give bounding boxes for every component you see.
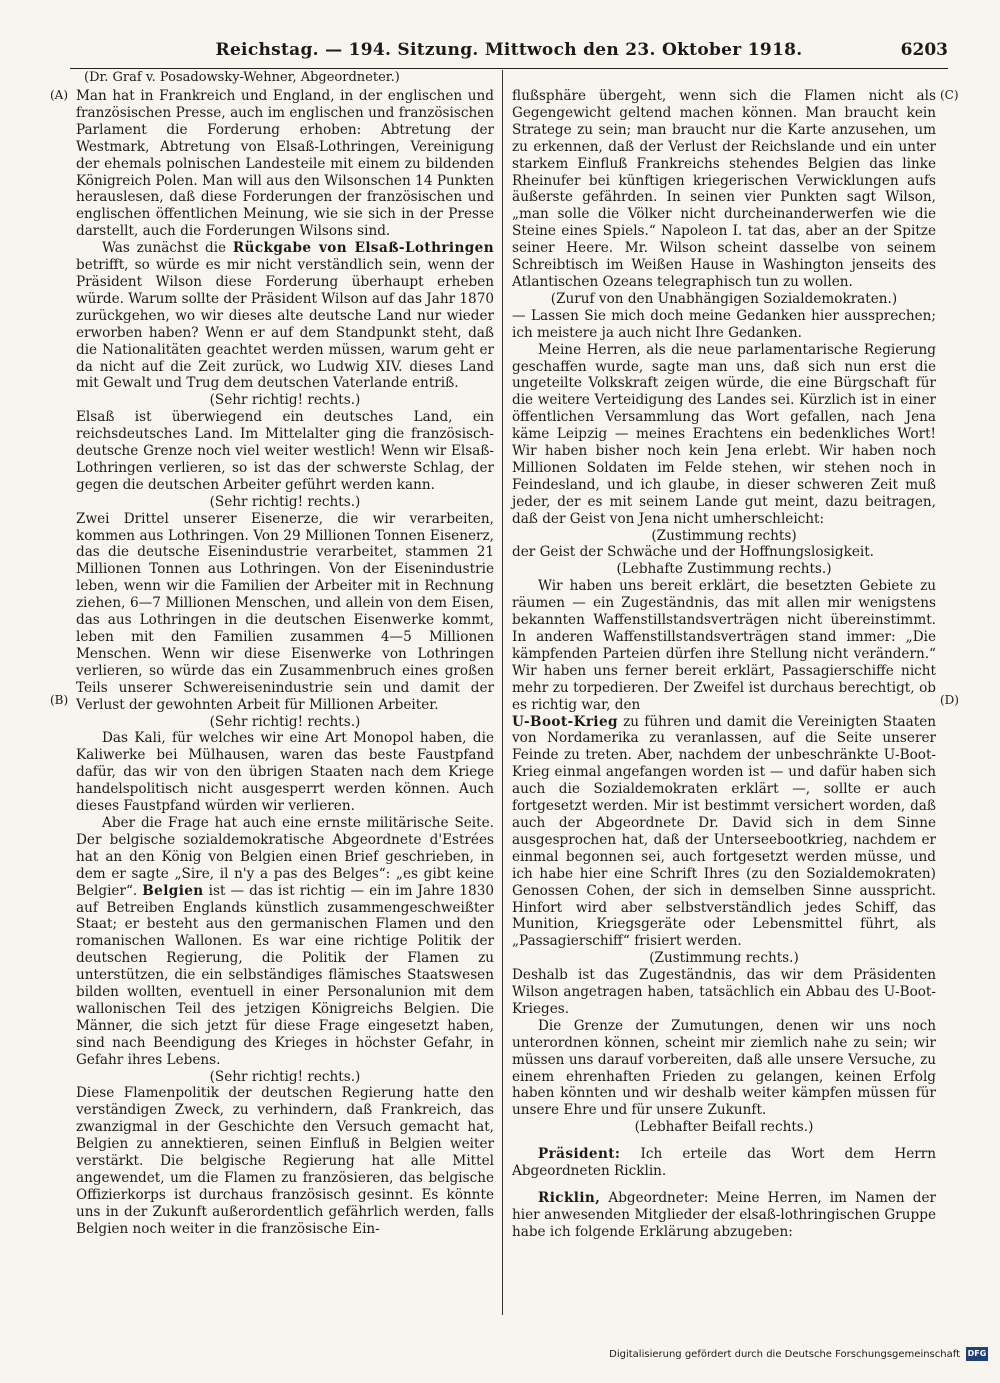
paragraph <box>512 714 936 951</box>
right-column <box>512 88 936 1241</box>
page-number: 6203 <box>900 40 948 60</box>
interjection: (Sehr richtig! rechts.) <box>209 493 361 510</box>
interjection: (Zuruf von den Unabhängigen Sozialdemokraten.) <box>550 290 898 307</box>
speaker-note: (Dr. Graf v. Posadowsky-Wehner, Abgeordneter.) <box>84 70 400 85</box>
paragraph <box>76 815 494 1069</box>
paragraph-text: zu führen und damit die Vereinigten Staaten von Nordamerika zu veranlassen, auf die Seite unserer Feinde zu treten. Aber, nachdem der unbeschränkte U-Boot-Krieg einmal angefangen worden ist — und dafür haben sich auch die Sozialdemokraten erklärt —, sollte er auch fortgesetzt werden. Mir ist bestimmt versichert worden, daß auch der Abgeordnete Dr. David sich in dem Sinne ausgesprochen hat, daß der Unterseebootkrieg, nachdem er einmal begonnen sei, auch fortgesetzt werden müsse, und ich habe hier eine Schrift Ihres (zu den Sozialdemokraten) Genossen Cohen, der sich in demselben Sinne ausspricht. Hinfort wird aber selbstverständlich jedes Schiff, das Munition, Kriegsgeräte oder Lebensmittel führt, als „Passagierschiff“ frisiert werden. <box>512 713 936 950</box>
page-header <box>70 38 948 69</box>
bold-term: Präsident: <box>538 1146 621 1163</box>
bold-term: Belgien <box>142 882 204 899</box>
bold-term: Ricklin, <box>538 1190 601 1206</box>
margin-mark-a: (A) <box>50 88 69 102</box>
paragraph: Elsaß ist überwiegend ein deutsches Land, ein reichsdeutsches Land. Im Mittelalter ging die französisch-deutsche Grenze noch viel weiter westlich! Wenn wir Elsaß-Lothringen verlieren, so ist das der schwerste Schlag, der gegen die deutschen Arbeiter geführt werden kann. <box>76 409 494 493</box>
paragraph: flußsphäre übergeht, wenn sich die Flamen nicht als Gegengewicht geltend machen können. Man braucht kein Stratege zu sein; man braucht nur die Karte anzusehen, um zu erkennen, daß der Verlust der Reichslande und ein unter starkem Einfluß Frankreichs stehendes Belgien das linke Rheinufer bei künftigen kriegerischen Verwicklungen aufs äußerste gefährden. In seinen vier Punkten sagt Wilson, „man solle die Völker nicht durcheinanderwerfen wie die Steine eines Spiels.“ Napoleon I. tat das, aber an der Spitze seiner Heere. Mr. Wilson scheint dasselbe von seinem Schreibtisch im Weißen Hause in Washington jenseits des Atlantischen Ozeans telegraphisch tun zu wollen. <box>512 88 936 290</box>
interjection: (Lebhafte Zustimmung rechts.) <box>616 561 832 578</box>
paragraph: Wir haben uns bereit erklärt, die besetzten Gebiete zu räumen — ein Zugeständnis, das mit allen mir wenigstens bekannten Waffenstillstandsverträgen nicht übereinstimmt. In anderen Waffenstillstandsverträgen stand immer: „Die kämpfenden Parteien dürfen ihre Stellung nicht verändern.“ Wir haben uns ferner bereit erklärt, Passagierschiffe nicht mehr zu torpedieren. Der Zweifel ist durchaus berechtigt, ob es richtig war, den <box>512 578 936 713</box>
dfg-logo: DFG <box>966 1347 988 1361</box>
page-footer <box>609 1347 988 1361</box>
paragraph: Man hat in Frankreich und England, in der englischen und französischen Presse, auch im englischen und französischen Parlament die Forderung erhoben: Abtretung der Westmark, Abtretung von Elsaß-Lothringen, Vereinigung der ehemals polnischen Landesteile mit einem zu bildenden Königreich Polen. Man will aus den Wilsonschen 14 Punkten herauslesen, daß diese Forderungen der französischen und englischen öffentlichen Meinung, wie sie sich in der Presse darstellt, auch die Forderungen Wilsons sind. <box>76 88 494 240</box>
paragraph: Das Kali, für welches wir eine Art Monopol haben, die Kaliwerke bei Mülhausen, waren das beste Faustpfand dafür, das wir von den übrigen Staaten nach dem Kriege handelspolitisch nicht ausgesperrt werden können. Auch dieses Faustpfand würden wir verlieren. <box>76 730 494 815</box>
paragraph-text: betrifft, so würde es mir nicht verständlich sein, wenn der Präsident Wilson diese Forderung überhaupt erheben würde. Warum sollte der Präsident Wilson auf das Jahr 1870 zurückgehen, wo wir dieses alte deutsche Land nur wieder erworben haben? Wenn er auf dem Standpunkt steht, daß die Nationalitäten geachtet werden müssen, warum geht er da nicht auf die Zeit zurück, wo Ludwig XIV. dieses Land mit Gewalt und Trug dem deutschen Vaterlande entriß. <box>76 257 494 392</box>
margin-mark-d: (D) <box>940 693 959 707</box>
paragraph <box>76 240 494 392</box>
interjection: (Zustimmung rechts) <box>651 527 797 544</box>
paragraph-text: Aber die Frage hat auch eine ernste militärische Seite. Der belgische sozialdemokratische Abgeordnete d'Estrées hat an den König von Belgien einen Brief geschrieben, in dem er sagte „Sire, il n'y a pas des Belges“: „es gibt keine Belgier“. <box>76 814 494 899</box>
paragraph: Die Grenze der Zumutungen, denen wir uns noch unterordnen können, scheint mir ziemlich nahe zu sein; wir müssen uns darauf vorbereiten, daß alle unsere Versuche, zu einem ehrenhaften Frieden zu gelangen, keinen Erfolg haben könnten und wir deshalb weiter kämpfen müssen für unsere Ehre und für unsere Zukunft. <box>512 1017 936 1119</box>
paragraph <box>512 1146 936 1180</box>
column-divider <box>502 70 503 1315</box>
header-title: Reichstag. — 194. Sitzung. Mittwoch den 23. Oktober 1918. <box>215 40 803 60</box>
footer-text: Digitalisierung gefördert durch die Deutsche Forschungsgemeinschaft <box>609 1348 960 1360</box>
paragraph: Diese Flamenpolitik der deutschen Regierung hatte den verständigen Zweck, zu verhindern, daß Frankreich, das zwanzigmal in der Geschichte den Versuch gemacht hat, Belgien zu annektieren, seinen Einfluß in Belgien weiter verstärkt. Die belgische Regierung hat alle Mittel angewendet, um die Flamen zu französieren, das belgische Offizierkorps ist durchaus französisch gesinnt. Es könnte uns in der Zukunft außerordentlich gefährlich werden, falls Belgien noch weiter in die französische Ein- <box>76 1085 494 1237</box>
paragraph-text: Abgeordneter: Meine Herren, im Namen der hier anwesenden Mitglieder der elsaß-lothringischen Gruppe habe ich folgende Erklärung abzugeben: <box>512 1190 936 1240</box>
interjection: (Lebhafter Beifall rechts.) <box>634 1119 814 1136</box>
paragraph-text: Was zunächst die <box>102 240 233 257</box>
margin-mark-b: (B) <box>50 693 69 707</box>
paragraph: Deshalb ist das Zugeständnis, das wir dem Präsidenten Wilson angetragen haben, tatsächlich ein Abbau des U-Boot-Krieges. <box>512 967 936 1017</box>
interjection: (Sehr richtig! rechts.) <box>209 392 361 409</box>
paragraph <box>512 1190 936 1241</box>
paragraph: Zwei Drittel unserer Eisenerze, die wir verarbeiten, kommen aus Lothringen. Von 29 Millionen Tonnen Eisenerz, das die deutsche Eisenindustrie verarbeitet, stammen 21 Millionen Tonnen aus Lothringen. Von der Eisenindustrie leben, wenn wir die Familien der Arbeiter mit in Rechnung ziehen, 6—7 Millionen Menschen, und allein von dem Eisen, das aus Lothringen in die deutschen Eisenwerke kommt, leben mit den Familien zusammen 4—5 Millionen Menschen. Wenn wir diese Eisenwerke von Lothringen verlieren, so würde das ein Zusammenbruch eines großen Teils unserer Schwereisenindustrie sein und damit der Verlust der gewohnten Arbeit für Millionen Arbeiter. <box>76 510 494 713</box>
paragraph-text: Ich erteile das Wort dem Herrn Abgeordneten Ricklin. <box>512 1146 936 1180</box>
bold-term: Rückgabe von Elsaß-Lothringen <box>232 240 495 257</box>
interjection: (Zustimmung rechts.) <box>649 950 799 967</box>
paragraph: der Geist der Schwäche und der Hoffnungslosigkeit. <box>512 544 875 561</box>
margin-mark-c: (C) <box>940 88 959 102</box>
paragraph-text: ist — das ist richtig — ein im Jahre 1830 auf Betreiben Englands künstlich zusammengeschweißter Staat; er besteht aus den germanischen Flamen und den romanischen Wallonen. Es war eine richtige Politik der deutschen Regierung, die Politik der Flamen zu unterstützen, die ein selbständiges flämisches Staatswesen bilden wollten, eventuell in einer Personalunion mit dem wallonischen Teil des jetzigen Königreichs Belgien. Die Männer, die sich jetzt für diese Frage eingesetzt haben, sind nach Beendigung des Krieges in höchster Gefahr, in Gefahr ihres Lebens. <box>76 882 494 1068</box>
interjection: (Sehr richtig! rechts.) <box>209 1068 361 1085</box>
paragraph: Meine Herren, als die neue parlamentarische Regierung geschaffen wurde, sagte man uns, daß sich nun erst die ungeteilte Volkskraft zeigen würde, die eine Bürgschaft für die weitere Verteidigung des Landes sei. Kürzlich ist in einer öffentlichen Versammlung das Wort gefallen, nach Jena käme Leipzig — meines Erachtens ein bedenkliches Wort! Wir haben bisher noch kein Jena erlebt. Wir haben noch Millionen Soldaten im Felde stehen, wir stehen noch in Feindesland, und ich glaube, in dieser schweren Zeit muß jeder, der es mit seinem Lande gut meint, dazu beitragen, daß der Geist von Jena nicht umherschleicht: <box>512 341 936 527</box>
bold-term: U-Boot-Krieg <box>512 713 618 730</box>
paragraph: — Lassen Sie mich doch meine Gedanken hier aussprechen; ich meistere ja auch nicht Ihre Gedanken. <box>512 307 936 341</box>
left-column <box>76 88 494 1238</box>
interjection: (Sehr richtig! rechts.) <box>209 713 361 730</box>
